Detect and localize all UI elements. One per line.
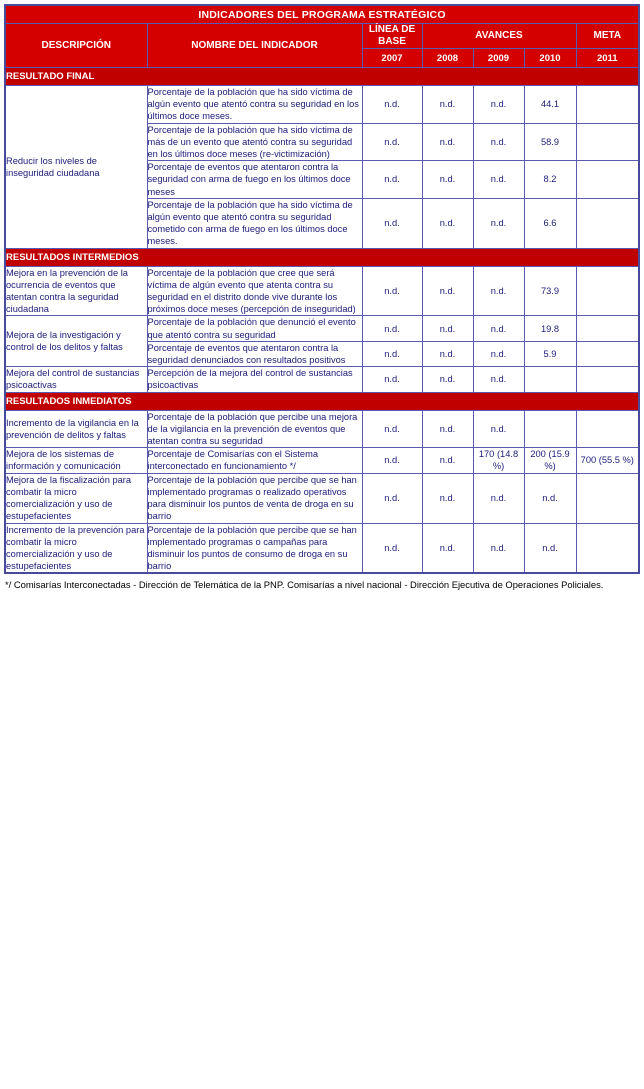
cell-v2011 xyxy=(576,123,639,161)
cell-v2007: n.d. xyxy=(362,123,422,161)
cell-v2009: n.d. xyxy=(473,266,524,316)
cell-v2010: n.d. xyxy=(524,473,576,523)
cell-v2011 xyxy=(576,86,639,124)
cell-v2011 xyxy=(576,266,639,316)
cell-v2007: n.d. xyxy=(362,473,422,523)
cell-v2008: n.d. xyxy=(422,86,473,124)
section-header-row xyxy=(5,248,639,266)
cell-v2010: 6.6 xyxy=(524,198,576,248)
cell-v2008: n.d. xyxy=(422,123,473,161)
cell-v2007: n.d. xyxy=(362,341,422,366)
col-linea-base: LÍNEA DE BASE xyxy=(362,24,422,49)
cell-v2009: n.d. xyxy=(473,367,524,392)
cell-v2009: n.d. xyxy=(473,316,524,341)
table-body xyxy=(5,68,639,574)
row-descripcion: Mejora de la fiscalización para combatir la micro comercialización y uso de estupefacientes xyxy=(5,473,147,523)
table-row xyxy=(5,367,639,392)
cell-v2010: 8.2 xyxy=(524,161,576,199)
section-title: RESULTADOS INTERMEDIOS xyxy=(5,248,639,266)
cell-v2008: n.d. xyxy=(422,198,473,248)
row-indicador: Porcentaje de la población que percibe una mejora de la vigilancia en la prevención de eventos que atentan contra su seguridad xyxy=(147,410,362,448)
cell-v2009: n.d. xyxy=(473,341,524,366)
table-row xyxy=(5,448,639,473)
cell-v2008: n.d. xyxy=(422,316,473,341)
table-title-row xyxy=(5,5,639,24)
cell-v2007: n.d. xyxy=(362,448,422,473)
table-title: INDICADORES DEL PROGRAMA ESTRATÉGICO xyxy=(5,5,639,24)
cell-v2009: n.d. xyxy=(473,123,524,161)
cell-v2011 xyxy=(576,523,639,573)
row-descripcion: Reducir los niveles de inseguridad ciudadana xyxy=(5,86,147,249)
col-meta: META xyxy=(576,24,639,49)
row-descripcion: Incremento de la vigilancia en la prevención de delitos y faltas xyxy=(5,410,147,448)
cell-v2009: n.d. xyxy=(473,410,524,448)
cell-v2008: n.d. xyxy=(422,473,473,523)
cell-v2011 xyxy=(576,473,639,523)
cell-v2007: n.d. xyxy=(362,367,422,392)
table-row xyxy=(5,86,639,124)
cell-v2007: n.d. xyxy=(362,86,422,124)
col-indicador: NOMBRE DEL INDICADOR xyxy=(147,24,362,68)
table-row xyxy=(5,266,639,316)
table-row xyxy=(5,473,639,523)
row-descripcion: Mejora en la prevención de la ocurrencia de eventos que atentan contra la seguridad ciudadana xyxy=(5,266,147,316)
col-avances: AVANCES xyxy=(422,24,576,49)
row-descripcion: Mejora de la investigación y control de los delitos y faltas xyxy=(5,316,147,367)
table-row xyxy=(5,316,639,341)
cell-v2010: 19.8 xyxy=(524,316,576,341)
cell-v2009: n.d. xyxy=(473,523,524,573)
year-2009: 2009 xyxy=(473,49,524,68)
cell-v2007: n.d. xyxy=(362,316,422,341)
row-indicador: Porcentaje de la población que denunció el evento que atentó contra su seguridad xyxy=(147,316,362,341)
row-indicador: Porcentaje de la población que percibe que se han implementado programas o campañas para disminuir los puntos de consumo de droga en su barrio xyxy=(147,523,362,573)
cell-v2008: n.d. xyxy=(422,367,473,392)
cell-v2010: 5.9 xyxy=(524,341,576,366)
table-row xyxy=(5,523,639,573)
row-descripcion: Incremento de la prevención para combatir la micro comercialización y uso de estupefacientes xyxy=(5,523,147,573)
year-2010: 2010 xyxy=(524,49,576,68)
cell-v2008: n.d. xyxy=(422,410,473,448)
cell-v2011 xyxy=(576,367,639,392)
row-indicador: Porcentaje de eventos que atentaron contra la seguridad con arma de fuego en los últimos doce meses xyxy=(147,161,362,199)
row-indicador: Percepción de la mejora del control de sustancias psicoactivas xyxy=(147,367,362,392)
table-columns-row xyxy=(5,24,639,49)
cell-v2010: 44.1 xyxy=(524,86,576,124)
cell-v2011 xyxy=(576,341,639,366)
cell-v2009: n.d. xyxy=(473,86,524,124)
row-descripcion: Mejora de los sistemas de información y comunicación xyxy=(5,448,147,473)
col-descripcion: DESCRIPCIÓN xyxy=(5,24,147,68)
section-header-row xyxy=(5,392,639,410)
section-title: RESULTADOS INMEDIATOS xyxy=(5,392,639,410)
cell-v2008: n.d. xyxy=(422,523,473,573)
cell-v2009: n.d. xyxy=(473,473,524,523)
cell-v2011 xyxy=(576,161,639,199)
year-2011: 2011 xyxy=(576,49,639,68)
cell-v2008: n.d. xyxy=(422,266,473,316)
cell-v2011: 700 (55.5 %) xyxy=(576,448,639,473)
table-row xyxy=(5,410,639,448)
cell-v2010: n.d. xyxy=(524,523,576,573)
table-footnote: */ Comisarías Interconectadas - Dirección de Telemática de la PNP. Comisarías a nivel nacional - Dirección Ejecutiva de Operaciones Policiales. xyxy=(5,579,604,591)
cell-v2007: n.d. xyxy=(362,523,422,573)
cell-v2011 xyxy=(576,410,639,448)
cell-v2011 xyxy=(576,198,639,248)
cell-v2008: n.d. xyxy=(422,448,473,473)
row-indicador: Porcentaje de la población que ha sido víctima de más de un evento que atentó contra su seguridad en los últimos doce meses (re-victimización) xyxy=(147,123,362,161)
table-header xyxy=(5,5,639,68)
cell-v2007: n.d. xyxy=(362,161,422,199)
cell-v2007: n.d. xyxy=(362,266,422,316)
row-indicador: Porcentaje de la población que ha sido víctima de algún evento que atentó contra su seguridad cometido con arma de fuego en los últimos doce meses. xyxy=(147,198,362,248)
cell-v2010: 73.9 xyxy=(524,266,576,316)
cell-v2009: n.d. xyxy=(473,161,524,199)
row-indicador: Porcentaje de la población que cree que será víctima de algún evento que atenta contra su seguridad en el distrito donde vive durante los próximos doce meses (percepción de inseguridad) xyxy=(147,266,362,316)
cell-v2009: 170 (14.8 %) xyxy=(473,448,524,473)
cell-v2011 xyxy=(576,316,639,341)
cell-v2010 xyxy=(524,410,576,448)
cell-v2008: n.d. xyxy=(422,341,473,366)
row-indicador: Porcentaje de Comisarías con el Sistema interconectado en funcionamiento */ xyxy=(147,448,362,473)
cell-v2008: n.d. xyxy=(422,161,473,199)
indicators-table xyxy=(4,4,640,574)
row-indicador: Porcentaje de la población que percibe que se han implementado programas o realizado operativos para disminuir los puntos de venta de droga en su barrio xyxy=(147,473,362,523)
row-indicador: Porcentaje de eventos que atentaron contra la seguridad denunciados con resultados positivos xyxy=(147,341,362,366)
cell-v2007: n.d. xyxy=(362,198,422,248)
year-2008: 2008 xyxy=(422,49,473,68)
section-header-row xyxy=(5,68,639,86)
cell-v2010: 58.9 xyxy=(524,123,576,161)
cell-v2007: n.d. xyxy=(362,410,422,448)
cell-v2010: 200 (15.9 %) xyxy=(524,448,576,473)
section-title: RESULTADO FINAL xyxy=(5,68,639,86)
cell-v2009: n.d. xyxy=(473,198,524,248)
row-indicador: Porcentaje de la población que ha sido víctima de algún evento que atentó contra su seguridad en los últimos doce meses. xyxy=(147,86,362,124)
cell-v2010 xyxy=(524,367,576,392)
row-descripcion: Mejora del control de sustancias psicoactivas xyxy=(5,367,147,392)
year-2007: 2007 xyxy=(362,49,422,68)
